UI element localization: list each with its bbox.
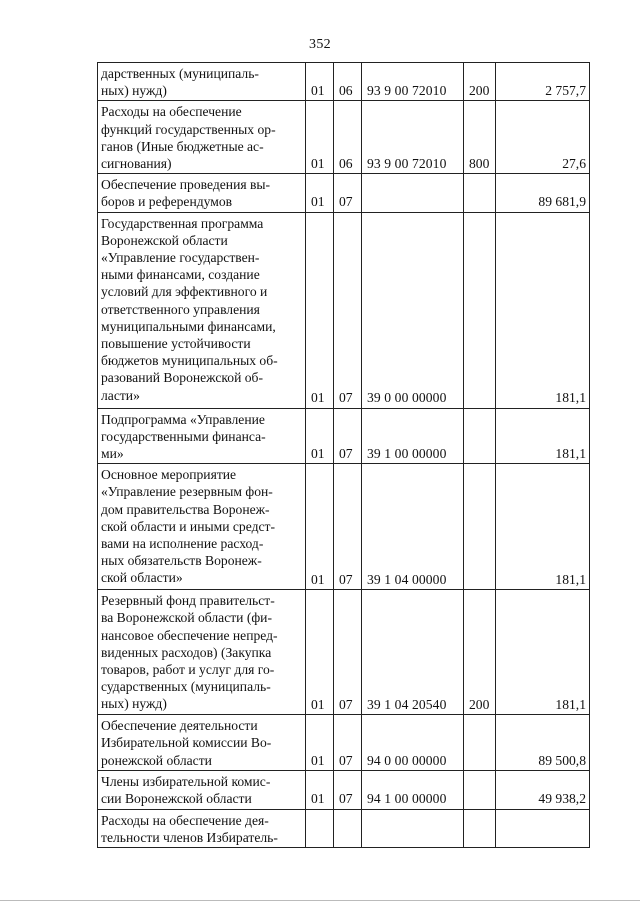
row-expense-type: [464, 212, 496, 408]
row-section: 01: [306, 212, 334, 408]
row-amount: 181,1: [496, 408, 590, 464]
row-expense-type: 200: [464, 590, 496, 715]
row-amount: 181,1: [496, 212, 590, 408]
table-row: [98, 464, 590, 590]
row-name: Члены избирательной комис- сии Воронежской области: [98, 771, 306, 809]
row-name: Основное мероприятие «Управление резервным фон- дом правительства Воронеж- ской области и иными средст- вами на исполнение расход- ных обязательств Воронеж- ской области»: [98, 464, 306, 590]
row-expense-type: 800: [464, 101, 496, 174]
table-row: [98, 63, 590, 101]
row-section: 01: [306, 771, 334, 809]
row-name: Расходы на обеспечение функций государственных ор- ганов (Иные бюджетные ас- сигнования): [98, 101, 306, 174]
row-target-code: 93 9 00 72010: [362, 63, 464, 101]
table-row: [98, 590, 590, 715]
table-row: [98, 715, 590, 771]
budget-table: [97, 62, 590, 848]
row-subsection: 07: [334, 408, 362, 464]
row-target-code: 39 1 00 00000: [362, 408, 464, 464]
row-name: Государственная программа Воронежской области «Управление государствен- ными финансами, создание условий для эффективного и ответственного управления муниципальными финансами, повышение устойчивости бюджетов муниципальных об- разований Воронежской об- ласти»: [98, 212, 306, 408]
row-expense-type: [464, 809, 496, 847]
row-amount: 27,6: [496, 101, 590, 174]
row-name: Обеспечение проведения вы- боров и референдумов: [98, 174, 306, 212]
row-amount: 89 681,9: [496, 174, 590, 212]
row-amount: 181,1: [496, 590, 590, 715]
row-subsection: 07: [334, 464, 362, 590]
row-name: Резервный фонд правительст- ва Воронежской области (фи- нансовое обеспечение непред- виденных расходов) (Закупка товаров, работ и услуг для го- сударственных (муниципаль- ных) нужд): [98, 590, 306, 715]
table-row: [98, 809, 590, 847]
row-target-code: 39 0 00 00000: [362, 212, 464, 408]
row-section: 01: [306, 174, 334, 212]
row-section: 01: [306, 101, 334, 174]
row-name: дарственных (муниципаль- ных) нужд): [98, 63, 306, 101]
row-subsection: 07: [334, 590, 362, 715]
row-subsection: 07: [334, 715, 362, 771]
row-target-code: 94 1 00 00000: [362, 771, 464, 809]
row-amount: 49 938,2: [496, 771, 590, 809]
table-row: [98, 771, 590, 809]
row-amount: 2 757,7: [496, 63, 590, 101]
row-subsection: 07: [334, 212, 362, 408]
row-name: Подпрограмма «Управление государственными финанса- ми»: [98, 408, 306, 464]
row-amount: [496, 809, 590, 847]
row-expense-type: [464, 174, 496, 212]
table-row: [98, 408, 590, 464]
row-name: Расходы на обеспечение дея- тельности членов Избиратель-: [98, 809, 306, 847]
row-section: 01: [306, 464, 334, 590]
row-target-code: [362, 174, 464, 212]
row-subsection: 07: [334, 174, 362, 212]
row-expense-type: [464, 464, 496, 590]
row-section: 01: [306, 408, 334, 464]
row-target-code: 39 1 04 20540: [362, 590, 464, 715]
row-target-code: 39 1 04 00000: [362, 464, 464, 590]
row-section: 01: [306, 590, 334, 715]
row-subsection: 06: [334, 101, 362, 174]
table-row: [98, 101, 590, 174]
row-section: [306, 809, 334, 847]
row-expense-type: 200: [464, 63, 496, 101]
row-amount: 89 500,8: [496, 715, 590, 771]
table-row: [98, 174, 590, 212]
row-target-code: 94 0 00 00000: [362, 715, 464, 771]
row-section: 01: [306, 715, 334, 771]
row-amount: 181,1: [496, 464, 590, 590]
row-subsection: [334, 809, 362, 847]
page-bottom-edge: [0, 900, 640, 901]
row-expense-type: [464, 715, 496, 771]
page-number: 352: [309, 37, 331, 52]
row-target-code: [362, 809, 464, 847]
row-subsection: 07: [334, 771, 362, 809]
row-subsection: 06: [334, 63, 362, 101]
budget-table-body: [98, 63, 590, 848]
row-expense-type: [464, 408, 496, 464]
row-expense-type: [464, 771, 496, 809]
row-section: 01: [306, 63, 334, 101]
row-name: Обеспечение деятельности Избирательной комиссии Во- ронежской области: [98, 715, 306, 771]
table-row: [98, 212, 590, 408]
row-target-code: 93 9 00 72010: [362, 101, 464, 174]
